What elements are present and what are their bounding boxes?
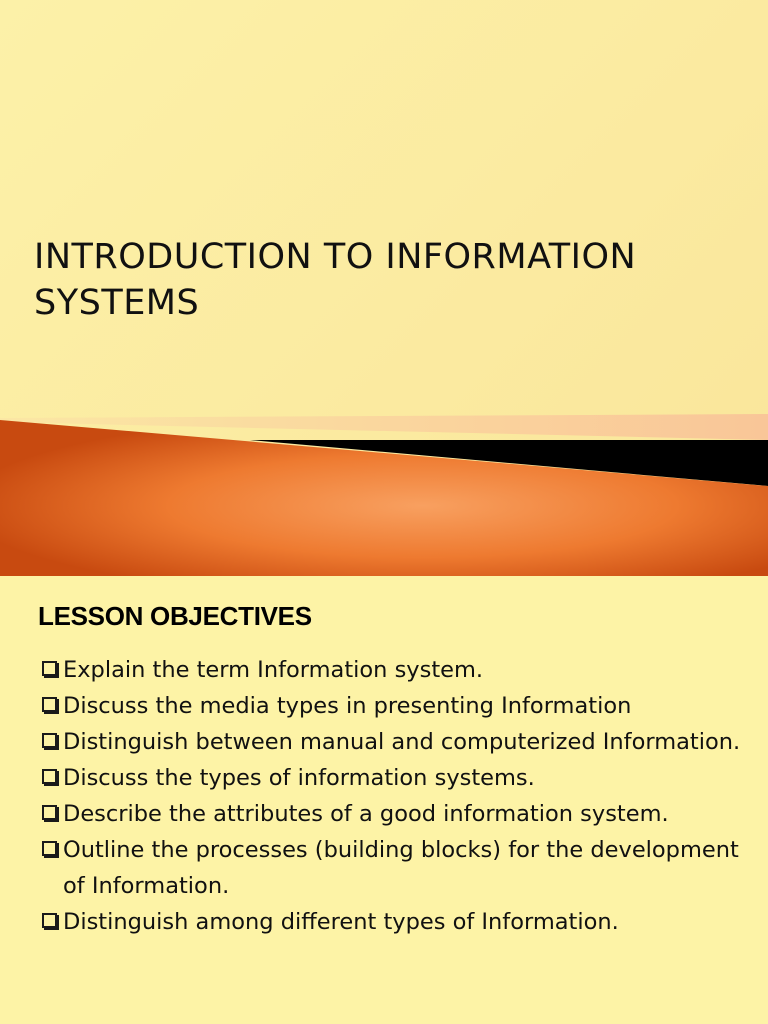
list-item-text: Distinguish between manual and computerized Information. [63,729,741,755]
list-item [40,688,760,724]
list-item [40,652,760,688]
checkbox-square-icon [42,769,57,784]
list-item-text: Distinguish among different types of Information. [63,909,619,935]
checkbox-square-icon [42,841,57,856]
list-item-text: Discuss the media types in presenting Information [63,693,632,719]
list-item [40,724,760,760]
list-item-text: Outline the processes (building blocks) for the development of Information. [63,837,739,899]
slide-title-line-2: SYSTEMS [34,283,200,323]
list-item-text: Describe the attributes of a good information system. [63,801,669,827]
list-item [40,760,760,796]
list-item [40,832,760,904]
slide-title-line-1: INTRODUCTION TO INFORMATION [34,237,637,277]
objectives-list [40,652,760,940]
list-item [40,796,760,832]
checkbox-square-icon [42,697,57,712]
list-item-text: Explain the term Information system. [63,657,484,683]
slide-title [34,234,734,326]
list-item [40,904,760,940]
objectives-slide [0,576,768,1024]
checkbox-square-icon [42,733,57,748]
checkbox-square-icon [42,805,57,820]
objectives-heading: LESSON OBJECTIVES [38,601,312,631]
orange-decorative-band [0,400,768,576]
checkbox-square-icon [42,913,57,928]
list-item-text: Discuss the types of information systems. [63,765,535,791]
checkbox-square-icon [42,661,57,676]
